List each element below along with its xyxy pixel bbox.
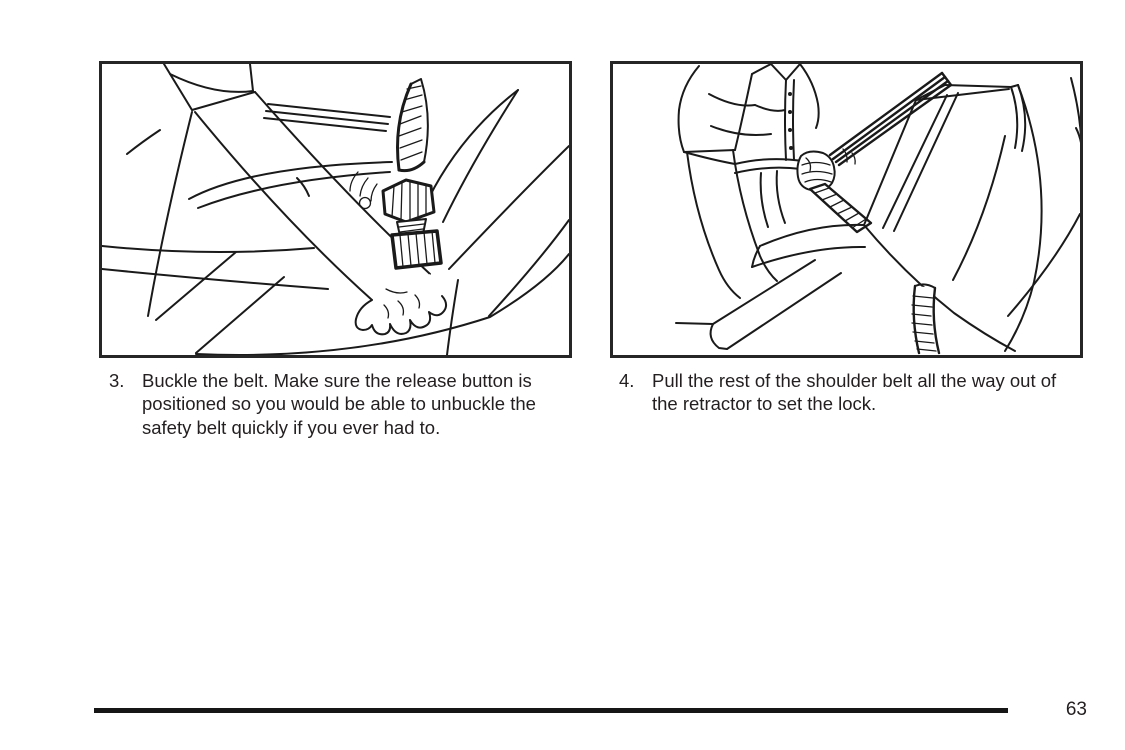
retractor-belt-strip — [912, 284, 939, 353]
hand-gripping-belt — [797, 152, 834, 191]
hand-fist — [356, 274, 446, 334]
seat-cushion — [676, 225, 865, 349]
interior-door-lines — [1008, 78, 1080, 316]
step-number: 3. — [109, 370, 125, 391]
figure-pull-shoulder-belt — [610, 61, 1083, 358]
page-number: 63 — [1065, 699, 1087, 720]
belt-buckle — [383, 180, 441, 268]
belt-webbing — [398, 79, 428, 171]
step-4-item — [619, 369, 1084, 416]
pull-shoulder-belt-illustration — [613, 64, 1080, 355]
seat-back — [864, 85, 1042, 351]
step-text: Pull the rest of the shoulder belt all the way out of the retractor to set the lock. — [652, 370, 1057, 415]
step-number: 4. — [619, 370, 635, 391]
figure-buckle-belt — [99, 61, 572, 358]
interior-pillar — [423, 90, 569, 355]
step-3-item — [109, 369, 582, 439]
person-shirt — [679, 64, 819, 298]
click-motion-marks — [350, 172, 385, 209]
seat-cushion — [102, 246, 569, 355]
step-text: Buckle the belt. Make sure the release button is positioned so you would be able to unbuckle the safety belt quickly if you ever had to. — [142, 370, 536, 438]
buckle-belt-illustration — [102, 64, 569, 355]
seat-back — [189, 104, 392, 208]
footer-rule — [94, 708, 1008, 713]
